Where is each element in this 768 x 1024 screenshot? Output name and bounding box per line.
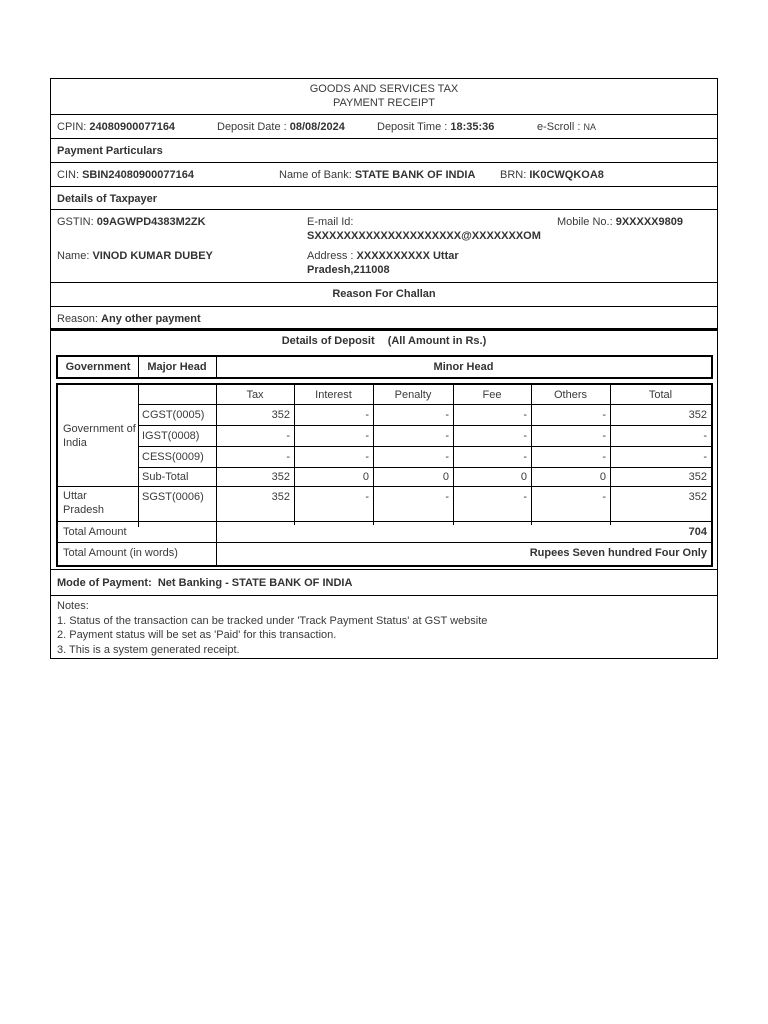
column-header-interest: Interest: [315, 389, 352, 401]
row-head-igst: IGST(0008): [142, 430, 200, 442]
cgst-tax: 352: [271, 409, 290, 421]
email-label: E-mail Id:: [307, 216, 354, 228]
igst-total: -: [703, 430, 707, 442]
total-amount-label: Total Amount: [63, 526, 127, 538]
email-value: SXXXXXXXXXXXXXXXXXXXX@XXXXXXXOM: [307, 230, 541, 242]
reason-row: [51, 307, 717, 331]
cess-fee: -: [523, 451, 527, 463]
bank-value: STATE BANK OF INDIA: [354, 169, 476, 181]
government-header: Government: [65, 361, 131, 373]
notes-section: [51, 596, 717, 660]
divider: [138, 404, 711, 405]
deposit-date-value: 08/08/2024: [289, 121, 345, 133]
igst-others: -: [602, 430, 606, 442]
note-item-1: 1. Status of the transaction can be tracked under 'Track Payment Status' at GST website: [57, 614, 488, 627]
cpin: [57, 121, 175, 133]
cin-row: [51, 163, 717, 187]
subtotal-tax: 352: [271, 471, 290, 483]
gstin-value: 09AGWPD4383M2ZK: [96, 216, 206, 228]
total-words-label: Total Amount (in words): [63, 547, 178, 559]
sgst-total: 352: [688, 491, 707, 503]
minor-head-header: Minor Head: [433, 361, 494, 373]
note-item-2: 2. Payment status will be set as 'Paid' for this transaction.: [57, 629, 337, 641]
details-of-taxpayer-heading: Details of Taxpayer: [57, 193, 158, 205]
deposit-date-label: Deposit Date :: [217, 121, 287, 133]
igst-tax: -: [286, 430, 290, 442]
note-item-3: 3. This is a system generated receipt.: [57, 643, 240, 656]
sgst-interest: -: [365, 491, 369, 503]
details-of-deposit-heading: Details of Deposit: [281, 335, 375, 347]
column-header-fee: Fee: [482, 389, 502, 401]
deposit-time: [377, 121, 494, 133]
uttar-pradesh-label: Uttar Pradesh: [63, 490, 104, 516]
brn: [500, 169, 604, 181]
deposit-date: [217, 121, 345, 133]
mode-of-payment-label: Mode of Payment:: [57, 577, 152, 589]
brn-value: IK0CWQKOA8: [529, 169, 604, 181]
mode-of-payment-value: Net Banking - STATE BANK OF INDIA: [157, 577, 353, 589]
head-table: [56, 355, 713, 379]
divider: [58, 542, 711, 543]
taxpayer-name-value: VINOD KUMAR DUBEY: [92, 250, 213, 262]
header-subtitle: PAYMENT RECEIPT: [332, 97, 436, 109]
address-line-2: Pradesh,211008: [307, 264, 390, 276]
deposit-table: [56, 383, 713, 567]
government-of-india-label: Government of India: [63, 423, 136, 449]
row-head-sgst: SGST(0006): [142, 491, 204, 503]
mode-of-payment-row: [51, 569, 717, 596]
igst-fee: -: [523, 430, 527, 442]
taxpayer-name: [57, 250, 213, 262]
mobile: [557, 216, 683, 228]
cin-value: SBIN24080900077164: [82, 169, 194, 181]
divider: [138, 425, 711, 426]
mobile-value: 9XXXXX9809: [615, 216, 683, 228]
bank-name: [279, 169, 475, 181]
notes-title: Notes:: [57, 600, 89, 612]
cpin-value: 24080900077164: [89, 121, 176, 133]
address-line-1: [307, 250, 459, 262]
column-header-others: Others: [553, 389, 587, 401]
payment-particulars-row: [51, 139, 717, 163]
cgst-total: 352: [688, 409, 707, 421]
subtotal-interest: 0: [362, 471, 369, 483]
cin-label: CIN:: [57, 169, 79, 181]
gstin: [57, 216, 206, 228]
igst-interest: -: [365, 430, 369, 442]
cpin-label: CPIN:: [57, 121, 87, 133]
receipt-header: [51, 79, 717, 115]
row-head-cess: CESS(0009): [142, 451, 204, 463]
total-amount-value: 704: [688, 526, 707, 538]
igst-penalty: -: [445, 430, 449, 442]
cess-penalty: -: [445, 451, 449, 463]
reason-label: Reason:: [57, 313, 98, 325]
header-title: GOODS AND SERVICES TAX: [309, 83, 459, 95]
sgst-fee: -: [523, 491, 527, 503]
subtotal-penalty: 0: [442, 471, 449, 483]
reason-for-challan-row: [51, 283, 717, 307]
details-of-taxpayer-row: [51, 187, 717, 210]
payment-particulars-heading: Payment Particulars: [57, 145, 163, 157]
payment-receipt: [50, 78, 718, 659]
cpin-row: [51, 115, 717, 139]
major-head-header: Major Head: [147, 361, 207, 373]
divider: [138, 446, 711, 447]
cess-tax: -: [286, 451, 290, 463]
mobile-label: Mobile No.:: [557, 216, 613, 228]
escroll-label: e-Scroll :: [537, 121, 581, 133]
column-header-tax: Tax: [246, 389, 264, 401]
cess-total: -: [703, 451, 707, 463]
sgst-others: -: [602, 491, 606, 503]
cess-interest: -: [365, 451, 369, 463]
taxpayer-details: [51, 210, 717, 283]
subtotal-fee: 0: [520, 471, 527, 483]
reason-value: Any other payment: [101, 313, 201, 325]
sgst-penalty: -: [445, 491, 449, 503]
column-header-total: Total: [648, 389, 673, 401]
taxpayer-name-label: Name:: [57, 250, 90, 262]
divider: [138, 385, 139, 527]
reason: [57, 313, 201, 325]
escroll: [537, 121, 596, 133]
address-value-1: XXXXXXXXXX Uttar: [356, 250, 459, 262]
total-words-value: Rupees Seven hundred Four Only: [529, 547, 707, 559]
brn-label: BRN:: [500, 169, 527, 181]
bank-label: Name of Bank:: [279, 169, 352, 181]
address-label: Address :: [307, 250, 354, 262]
cgst-interest: -: [365, 409, 369, 421]
deposit-time-label: Deposit Time :: [377, 121, 448, 133]
escroll-value: NA: [583, 122, 596, 132]
row-head-subtotal: Sub-Total: [142, 471, 189, 483]
deposit-unit-note: (All Amount in Rs.): [387, 335, 487, 347]
mode-of-payment: [57, 577, 352, 589]
subtotal-others: 0: [599, 471, 606, 483]
cgst-penalty: -: [445, 409, 449, 421]
column-header-penalty: Penalty: [394, 389, 432, 401]
sgst-tax: 352: [271, 491, 290, 503]
divider: [58, 521, 711, 522]
cgst-others: -: [602, 409, 606, 421]
details-of-deposit-row: [51, 330, 717, 353]
cgst-fee: -: [523, 409, 527, 421]
gstin-label: GSTIN:: [57, 216, 94, 228]
cin: [57, 169, 194, 181]
deposit-time-value: 18:35:36: [450, 121, 495, 133]
divider: [58, 486, 711, 487]
subtotal-total: 352: [688, 471, 707, 483]
reason-for-challan-heading: Reason For Challan: [332, 288, 436, 300]
cess-others: -: [602, 451, 606, 463]
row-head-cgst: CGST(0005): [142, 409, 205, 421]
